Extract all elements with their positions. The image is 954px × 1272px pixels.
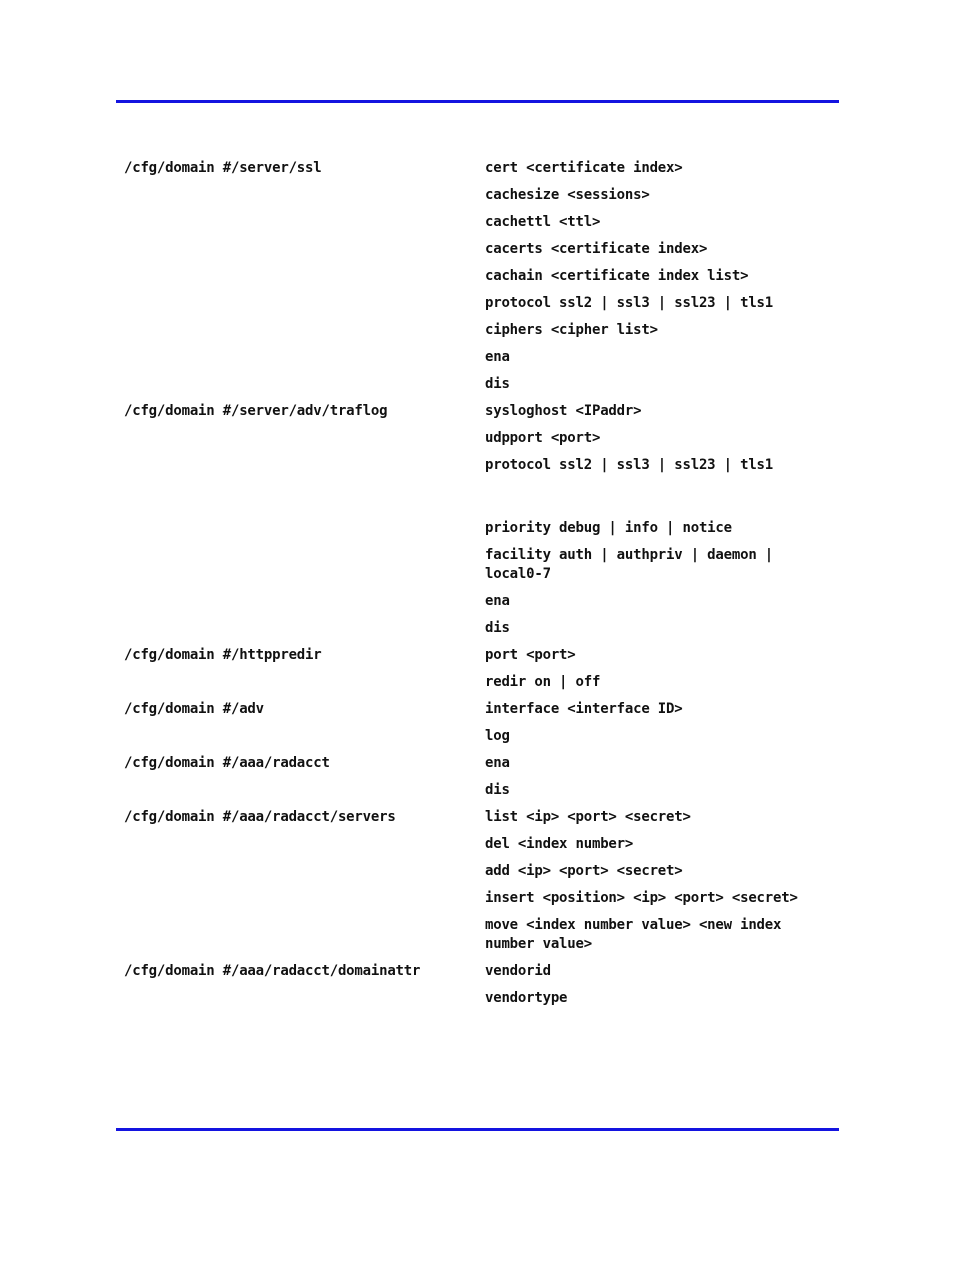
parameter-item: cacerts <certificate index> [485,241,708,257]
command-table [124,158,824,1015]
parameter-list [485,753,824,807]
parameter-item: port <port> [485,647,576,663]
parameter-item: protocol ssl2 | ssl3 | ssl23 | tls1 [485,457,774,473]
parameter-item: dis [485,782,510,798]
footer-rule [116,1128,839,1131]
parameter-list [485,401,824,645]
parameter-item: cachettl <ttl> [485,214,601,230]
parameter-item: insert <position> <ip> <port> <secret> [485,890,798,906]
parameter-item: ena [485,593,510,609]
parameter-item: ena [485,755,510,771]
parameter-item: del <index number> [485,836,634,852]
parameter-item: dis [485,620,510,636]
parameter-item: ciphers <cipher list> [485,322,658,338]
parameter-item: vendorid [485,963,551,979]
parameter-list [485,807,824,961]
parameter-item: cachain <certificate index list> [485,268,749,284]
parameter-item: protocol ssl2 | ssl3 | ssl23 | tls1 [485,295,774,311]
header-rule [116,100,839,103]
command-group-adv [124,699,824,753]
command-group-traflog [124,401,824,645]
parameter-item: udpport <port> [485,430,601,446]
parameter-item: list <ip> <port> <secret> [485,809,691,825]
parameter-item: vendortype [485,990,568,1006]
command-group-radacct [124,753,824,807]
parameter-list [485,158,824,401]
command-path: /cfg/domain #/httppredir [124,647,322,663]
parameter-item: facility auth | authpriv | daemon | local0-7 [485,547,782,582]
parameter-item: priority debug | info | notice [485,520,732,536]
command-group-server-ssl [124,158,824,401]
parameter-item: redir on | off [485,674,601,690]
command-path: /cfg/domain #/aaa/radacct [124,755,330,771]
command-path: /cfg/domain #/server/ssl [124,160,322,176]
command-group-radacct-servers [124,807,824,961]
parameter-item: log [485,728,510,744]
command-path: /cfg/domain #/server/adv/traflog [124,403,388,419]
parameter-item: dis [485,376,510,392]
parameter-item: interface <interface ID> [485,701,683,717]
parameter-list [485,961,824,1015]
parameter-item: cachesize <sessions> [485,187,650,203]
parameter-list [485,645,824,699]
parameter-item: cert <certificate index> [485,160,683,176]
parameter-item: move <index number value> <new index number value> [485,917,790,952]
parameter-list [485,699,824,753]
command-group-httppredir [124,645,824,699]
command-path: /cfg/domain #/aaa/radacct/domainattr [124,963,421,979]
command-path: /cfg/domain #/aaa/radacct/servers [124,809,396,825]
parameter-item: sysloghost <IPaddr> [485,403,642,419]
command-path: /cfg/domain #/adv [124,701,264,717]
command-group-domainattr [124,961,824,1015]
parameter-item: add <ip> <port> <secret> [485,863,683,879]
parameter-item: ena [485,349,510,365]
